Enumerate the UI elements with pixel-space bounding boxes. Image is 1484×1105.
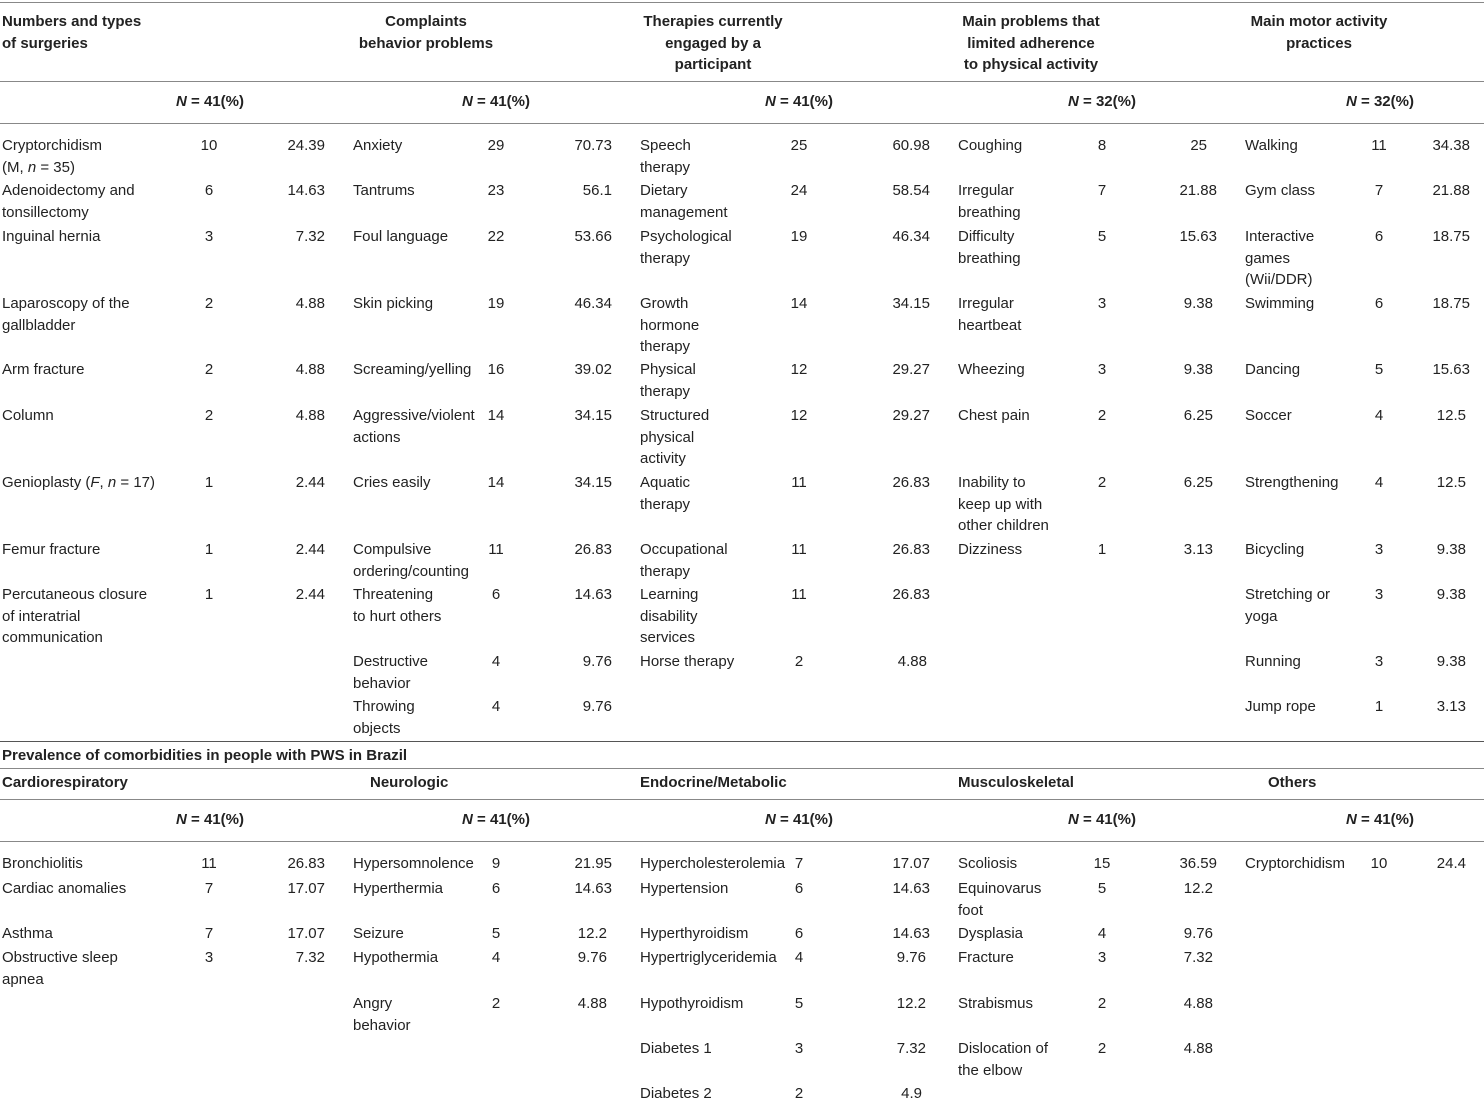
endocrine-label: Hypothyroidism <box>640 995 744 1012</box>
endocrine-label: Hypertriglyceridemia <box>640 949 777 966</box>
therapy-percent: 26.83 <box>892 474 930 491</box>
n-label-surgeries: N = 41(%) <box>176 93 244 110</box>
surgery-percent: 4.88 <box>295 295 325 312</box>
motor-label: Dancing <box>1245 361 1301 378</box>
problem-percent: 6.25 <box>1183 474 1213 491</box>
problem-percent: 15.63 <box>1179 228 1217 245</box>
complaint-count: 16 <box>487 361 505 378</box>
header-others: Others <box>1268 774 1317 791</box>
musculo-percent: 12.2 <box>1183 880 1213 897</box>
endocrine-label: Hypertension <box>640 880 729 897</box>
n-label-endocrine: N = 41(%) <box>765 811 833 828</box>
motor-label: Soccer <box>1245 407 1292 424</box>
complaint-label: Screaming/yelling <box>353 361 472 378</box>
neuro-count: 2 <box>491 995 501 1012</box>
surgery-percent: 2.44 <box>295 474 325 491</box>
musculo-label: Strabismus <box>958 995 1034 1012</box>
complaint-percent: 34.15 <box>574 474 612 491</box>
others-count: 10 <box>1370 855 1388 872</box>
endocrine-percent: 12.2 <box>896 995 926 1012</box>
header-neurologic: Neurologic <box>370 774 449 791</box>
motor-percent: 3.13 <box>1436 698 1466 715</box>
complaint-percent: 14.63 <box>574 586 612 603</box>
musculo-count: 2 <box>1097 1040 1107 1057</box>
therapy-label: Horse therapy <box>640 653 735 670</box>
therapy-count: 24 <box>790 182 808 199</box>
header-endocrine: Endocrine/Metabolic <box>640 774 787 791</box>
complaint-label: Cries easily <box>353 474 431 491</box>
surgery-count: 3 <box>204 228 214 245</box>
neuro-count: 6 <box>491 880 501 897</box>
surgery-label: Cryptorchidism (M, n = 35) <box>2 137 103 176</box>
cardio-count: 7 <box>204 925 214 942</box>
therapy-percent: 4.88 <box>897 653 927 670</box>
therapy-count: 12 <box>790 361 808 378</box>
cardio-count: 3 <box>204 949 214 966</box>
therapy-percent: 26.83 <box>892 586 930 603</box>
endocrine-percent: 17.07 <box>892 855 930 872</box>
problem-percent: 21.88 <box>1179 182 1217 199</box>
neuro-label: Hypersomnolence <box>353 855 474 872</box>
motor-percent: 15.63 <box>1432 361 1470 378</box>
musculo-count: 4 <box>1097 925 1107 942</box>
neuro-count: 5 <box>491 925 501 942</box>
therapy-label: Speech therapy <box>640 137 691 176</box>
problem-count: 5 <box>1097 228 1107 245</box>
problem-percent: 3.13 <box>1183 541 1213 558</box>
rule-section2-n-bottom <box>0 841 1484 842</box>
problem-percent: 25 <box>1190 137 1207 154</box>
motor-count: 3 <box>1374 541 1384 558</box>
therapy-count: 12 <box>790 407 808 424</box>
cardio-percent: 7.32 <box>295 949 325 966</box>
endocrine-label: Hypercholesterolemia <box>640 855 786 872</box>
complaint-label: Compulsive ordering/counting <box>353 541 469 580</box>
complaint-percent: 39.02 <box>574 361 612 378</box>
therapy-count: 11 <box>791 474 807 491</box>
motor-count: 6 <box>1374 295 1384 312</box>
problem-label: Irregular heartbeat <box>958 295 1022 334</box>
problem-label: Inability to keep up with other children <box>958 474 1049 534</box>
therapy-percent: 46.34 <box>892 228 930 245</box>
problem-label: Difficulty breathing <box>958 228 1021 267</box>
motor-label: Bicycling <box>1245 541 1305 558</box>
therapy-count: 2 <box>794 653 804 670</box>
rule-header-bottom <box>0 81 1484 82</box>
endocrine-percent: 14.63 <box>892 925 930 942</box>
neuro-label: Seizure <box>353 925 404 942</box>
therapy-count: 11 <box>791 586 807 603</box>
surgery-count: 6 <box>204 182 214 199</box>
complaint-label: Destructive behavior <box>353 653 429 692</box>
complaint-label: Anxiety <box>353 137 403 154</box>
musculo-count: 3 <box>1097 949 1107 966</box>
endocrine-percent: 4.9 <box>901 1085 922 1102</box>
surgery-label: Adenoidectomy and tonsillectomy <box>2 182 135 221</box>
cardio-label: Cardiac anomalies <box>2 880 127 897</box>
header-problems: Main problems that limited adherence to physical activity <box>962 13 1100 73</box>
problem-label: Coughing <box>958 137 1023 154</box>
surgery-label: Percutaneous closure of interatrial communication <box>2 586 148 646</box>
header-musculoskeletal: Musculoskeletal <box>958 774 1074 791</box>
n-label-therapies: N = 41(%) <box>765 93 833 110</box>
endocrine-count: 6 <box>794 880 804 897</box>
motor-percent: 9.38 <box>1436 586 1466 603</box>
surgery-label: Genioplasty (F, n = 17) <box>2 474 156 491</box>
cardio-count: 7 <box>204 880 214 897</box>
surgery-percent: 4.88 <box>295 407 325 424</box>
complaint-percent: 70.73 <box>574 137 612 154</box>
n-label-complaints: N = 41(%) <box>462 93 530 110</box>
rule-n-bottom <box>0 123 1484 124</box>
motor-label: Swimming <box>1245 295 1315 312</box>
motor-label: Jump rope <box>1245 698 1316 715</box>
rule-section2-header-bottom <box>0 799 1484 800</box>
therapy-label: Aquatic therapy <box>640 474 691 513</box>
surgery-percent: 2.44 <box>295 541 325 558</box>
therapy-label: Occupational therapy <box>640 541 728 580</box>
complaint-count: 23 <box>487 182 505 199</box>
cardio-label: Bronchiolitis <box>2 855 83 872</box>
motor-percent: 12.5 <box>1436 474 1466 491</box>
motor-label: Walking <box>1245 137 1298 154</box>
therapy-label: Growth hormone therapy <box>640 295 700 355</box>
therapy-percent: 29.27 <box>892 361 930 378</box>
surgery-percent: 14.63 <box>287 182 325 199</box>
neuro-count: 9 <box>491 855 501 872</box>
problem-count: 3 <box>1097 295 1107 312</box>
endocrine-count: 7 <box>794 855 804 872</box>
therapy-percent: 29.27 <box>892 407 930 424</box>
neuro-percent: 21.95 <box>574 855 612 872</box>
surgery-count: 10 <box>200 137 218 154</box>
header-complaints: Complaints behavior problems <box>358 13 494 52</box>
motor-count: 5 <box>1374 361 1384 378</box>
surgery-count: 2 <box>204 407 214 424</box>
cardio-percent: 17.07 <box>287 880 325 897</box>
endocrine-count: 6 <box>794 925 804 942</box>
therapy-count: 14 <box>790 295 808 312</box>
endocrine-count: 5 <box>794 995 804 1012</box>
surgery-count: 1 <box>204 586 214 603</box>
endocrine-label: Diabetes 2 <box>640 1085 712 1102</box>
n-label-cardiorespiratory: N = 41(%) <box>176 811 244 828</box>
therapy-count: 11 <box>791 541 807 558</box>
complaint-label: Threatening to hurt others <box>353 586 442 625</box>
musculo-percent: 7.32 <box>1183 949 1213 966</box>
problem-label: Chest pain <box>958 407 1030 424</box>
neuro-percent: 14.63 <box>574 880 612 897</box>
neuro-label: Hyperthermia <box>353 880 444 897</box>
n-label-neurologic: N = 41(%) <box>462 811 530 828</box>
surgery-count: 1 <box>204 541 214 558</box>
therapy-percent: 58.54 <box>892 182 930 199</box>
musculo-count: 5 <box>1097 880 1107 897</box>
motor-label: Stretching or yoga <box>1245 586 1331 625</box>
n-label-problems: N = 32(%) <box>1068 93 1136 110</box>
complaint-count: 19 <box>487 295 505 312</box>
header-motor: Main motor activity practices <box>1250 13 1388 52</box>
complaint-count: 4 <box>491 653 501 670</box>
surgery-label: Column <box>2 407 54 424</box>
musculo-count: 15 <box>1093 855 1111 872</box>
problem-count: 2 <box>1097 407 1107 424</box>
complaint-percent: 53.66 <box>574 228 612 245</box>
rule-top <box>0 2 1484 3</box>
endocrine-count: 2 <box>794 1085 804 1102</box>
complaint-label: Foul language <box>353 228 449 245</box>
motor-percent: 18.75 <box>1432 295 1470 312</box>
complaint-count: 29 <box>487 137 505 154</box>
musculo-percent: 9.76 <box>1183 925 1213 942</box>
endocrine-percent: 14.63 <box>892 880 930 897</box>
musculo-percent: 4.88 <box>1183 1040 1213 1057</box>
motor-label: Strengthening <box>1245 474 1339 491</box>
problem-label: Wheezing <box>958 361 1025 378</box>
musculo-label: Equinovarus foot <box>958 880 1042 919</box>
therapy-label: Structured physical activity <box>640 407 710 467</box>
problem-label: Dizziness <box>958 541 1023 558</box>
complaint-count: 14 <box>487 407 505 424</box>
problem-percent: 6.25 <box>1183 407 1213 424</box>
complaint-label: Throwing objects <box>353 698 415 737</box>
surgery-percent: 4.88 <box>295 361 325 378</box>
motor-count: 3 <box>1374 653 1384 670</box>
others-label: Cryptorchidism <box>1245 855 1346 872</box>
motor-percent: 9.38 <box>1436 541 1466 558</box>
surgery-label: Laparoscopy of the gallbladder <box>2 295 130 334</box>
therapy-count: 19 <box>790 228 808 245</box>
cardio-percent: 17.07 <box>287 925 325 942</box>
problem-count: 7 <box>1097 182 1107 199</box>
rule-section2-title-bottom <box>0 768 1484 769</box>
motor-percent: 18.75 <box>1432 228 1470 245</box>
endocrine-label: Diabetes 1 <box>640 1040 712 1057</box>
motor-count: 7 <box>1374 182 1384 199</box>
others-percent: 24.4 <box>1436 855 1466 872</box>
therapy-label: Learning disability services <box>640 586 699 646</box>
cardio-percent: 26.83 <box>287 855 325 872</box>
neuro-percent: 4.88 <box>577 995 607 1012</box>
musculo-count: 2 <box>1097 995 1107 1012</box>
cardio-label: Obstructive sleep apnea <box>2 949 118 988</box>
surgery-percent: 7.32 <box>295 228 325 245</box>
problem-count: 8 <box>1097 137 1107 154</box>
complaint-count: 4 <box>491 698 501 715</box>
complaint-percent: 56.1 <box>582 182 612 199</box>
motor-percent: 12.5 <box>1436 407 1466 424</box>
neuro-label: Hypothermia <box>353 949 439 966</box>
complaint-percent: 26.83 <box>574 541 612 558</box>
complaint-count: 6 <box>491 586 501 603</box>
complaint-count: 22 <box>487 228 505 245</box>
motor-label: Interactive games (Wii/DDR) <box>1245 228 1315 288</box>
musculo-percent: 36.59 <box>1179 855 1217 872</box>
cardio-label: Asthma <box>2 925 53 942</box>
section2-title: Prevalence of comorbidities in people with PWS in Brazil <box>2 747 408 764</box>
motor-count: 1 <box>1374 698 1384 715</box>
endocrine-count: 4 <box>794 949 804 966</box>
complaint-count: 11 <box>488 541 504 558</box>
musculo-label: Scoliosis <box>958 855 1018 872</box>
header-surgeries: Numbers and types of surgeries <box>2 13 142 52</box>
complaint-percent: 9.76 <box>582 698 612 715</box>
motor-percent: 34.38 <box>1432 137 1470 154</box>
motor-count: 3 <box>1374 586 1384 603</box>
problem-percent: 9.38 <box>1183 295 1213 312</box>
musculo-label: Dysplasia <box>958 925 1024 942</box>
surgery-label: Femur fracture <box>2 541 101 558</box>
surgery-count: 2 <box>204 295 214 312</box>
surgery-count: 1 <box>204 474 214 491</box>
complaint-label: Tantrums <box>353 182 415 199</box>
complaint-percent: 9.76 <box>582 653 612 670</box>
motor-label: Gym class <box>1245 182 1316 199</box>
endocrine-label: Hyperthyroidism <box>640 925 749 942</box>
complaint-count: 14 <box>487 474 505 491</box>
motor-count: 6 <box>1374 228 1384 245</box>
endocrine-percent: 7.32 <box>896 1040 926 1057</box>
endocrine-count: 3 <box>794 1040 804 1057</box>
motor-count: 4 <box>1374 407 1384 424</box>
therapy-label: Physical therapy <box>640 361 696 400</box>
therapy-label: Dietary management <box>640 182 728 221</box>
endocrine-percent: 9.76 <box>896 949 926 966</box>
surgery-percent: 24.39 <box>287 137 325 154</box>
problem-count: 1 <box>1097 541 1107 558</box>
therapy-percent: 34.15 <box>892 295 930 312</box>
therapy-percent: 26.83 <box>892 541 930 558</box>
problem-label: Irregular breathing <box>958 182 1021 221</box>
therapy-count: 25 <box>790 137 808 154</box>
therapy-percent: 60.98 <box>892 137 930 154</box>
n-label-motor: N = 32(%) <box>1346 93 1414 110</box>
neuro-label: Angry behavior <box>353 995 411 1034</box>
surgery-percent: 2.44 <box>295 586 325 603</box>
problem-count: 3 <box>1097 361 1107 378</box>
problem-count: 2 <box>1097 474 1107 491</box>
neuro-percent: 9.76 <box>577 949 607 966</box>
header-therapies: Therapies currently engaged by a participant <box>643 13 783 73</box>
header-cardiorespiratory: Cardiorespiratory <box>2 774 128 791</box>
surgery-count: 2 <box>204 361 214 378</box>
cardio-count: 11 <box>201 855 217 872</box>
surgery-label: Arm fracture <box>2 361 85 378</box>
motor-count: 4 <box>1374 474 1384 491</box>
n-label-others: N = 41(%) <box>1346 811 1414 828</box>
complaint-percent: 34.15 <box>574 407 612 424</box>
n-label-musculoskeletal: N = 41(%) <box>1068 811 1136 828</box>
problem-percent: 9.38 <box>1183 361 1213 378</box>
neuro-percent: 12.2 <box>577 925 607 942</box>
complaint-percent: 46.34 <box>574 295 612 312</box>
surgery-label: Inguinal hernia <box>2 228 101 245</box>
complaint-label: Skin picking <box>353 295 434 312</box>
neuro-count: 4 <box>491 949 501 966</box>
motor-count: 11 <box>1371 137 1387 154</box>
musculo-percent: 4.88 <box>1183 995 1213 1012</box>
motor-percent: 9.38 <box>1436 653 1466 670</box>
motor-label: Running <box>1245 653 1301 670</box>
therapy-label: Psychological therapy <box>640 228 732 267</box>
complaint-label: Aggressive/violent actions <box>353 407 475 446</box>
motor-percent: 21.88 <box>1432 182 1470 199</box>
rule-section-divider <box>0 741 1484 742</box>
musculo-label: Dislocation of the elbow <box>958 1040 1049 1079</box>
musculo-label: Fracture <box>958 949 1014 966</box>
